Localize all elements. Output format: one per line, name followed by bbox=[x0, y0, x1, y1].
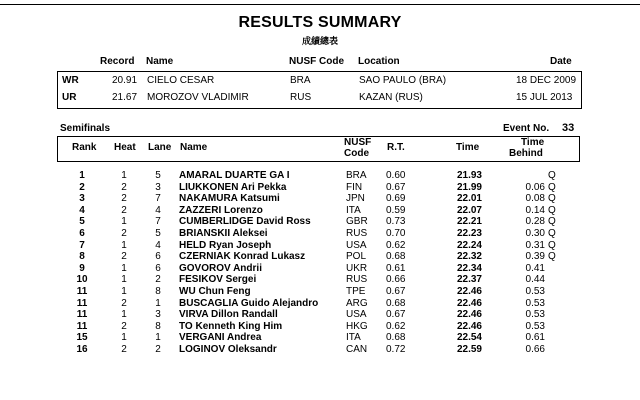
swimmer-name: BRIANSKII Aleksei bbox=[179, 227, 268, 239]
rank-cell: 11 bbox=[76, 285, 88, 297]
reaction-time: 0.68 bbox=[386, 332, 406, 344]
nusf-cell: ARG bbox=[346, 297, 368, 309]
swimmer-name: HELD Ryan Joseph bbox=[179, 239, 272, 251]
time-cell: 22.24 bbox=[456, 239, 482, 251]
nusf-cell: RUS bbox=[346, 274, 368, 286]
nusf-cell: ITA bbox=[346, 332, 361, 344]
rank-cell: 7 bbox=[79, 239, 85, 251]
reaction-time: 0.72 bbox=[386, 343, 406, 355]
swimmer-name: BUSCAGLIA Guido Alejandro bbox=[179, 297, 319, 309]
heat-cell: 1 bbox=[121, 285, 127, 297]
qualified-marker: Q bbox=[548, 239, 556, 251]
reaction-time: 0.59 bbox=[386, 204, 406, 216]
col-rt: R.T. bbox=[387, 142, 405, 153]
time-cell: 22.54 bbox=[456, 332, 482, 344]
top-rule bbox=[0, 4, 640, 5]
time-cell: 22.34 bbox=[456, 262, 482, 274]
heat-cell: 2 bbox=[121, 343, 127, 355]
table-row bbox=[0, 309, 640, 321]
reaction-time: 0.62 bbox=[386, 239, 406, 251]
nusf-cell: USA bbox=[346, 239, 367, 251]
rank-cell: 6 bbox=[79, 227, 85, 239]
record-location: KAZAN (RUS) bbox=[359, 92, 423, 103]
rank-cell: 8 bbox=[79, 251, 85, 263]
rank-cell: 5 bbox=[79, 216, 85, 228]
nusf-cell: USA bbox=[346, 309, 367, 321]
record-row bbox=[58, 92, 581, 106]
swimmer-name: ZAZZERI Lorenzo bbox=[179, 204, 263, 216]
record-name: CIELO CESAR bbox=[147, 75, 215, 86]
event-number: 33 bbox=[562, 122, 575, 134]
qualified-marker: Q bbox=[548, 204, 556, 216]
time-behind: 0.06 bbox=[525, 181, 545, 193]
lane-cell: 1 bbox=[155, 297, 161, 309]
swimmer-name: NAKAMURA Katsumi bbox=[179, 193, 280, 205]
reaction-time: 0.70 bbox=[386, 227, 406, 239]
table-row bbox=[0, 170, 640, 182]
swimmer-name: VIRVA Dillon Randall bbox=[179, 309, 278, 321]
records-header-nusf: NUSF Code bbox=[289, 56, 344, 67]
swimmer-name: LOGINOV Oleksandr bbox=[179, 343, 277, 355]
table-row bbox=[0, 205, 640, 217]
qualified-marker: Q bbox=[548, 227, 556, 239]
results-table bbox=[0, 170, 640, 356]
reaction-time: 0.60 bbox=[386, 170, 406, 181]
qualified-marker: Q bbox=[548, 216, 556, 228]
time-behind: 0.39 bbox=[525, 251, 545, 263]
qualified-marker: Q bbox=[548, 251, 556, 263]
reaction-time: 0.61 bbox=[386, 262, 406, 274]
heat-cell: 2 bbox=[121, 193, 127, 205]
time-behind: 0.14 bbox=[525, 204, 545, 216]
reaction-time: 0.67 bbox=[386, 309, 406, 321]
nusf-cell: CAN bbox=[346, 343, 368, 355]
rank-cell: 4 bbox=[79, 204, 85, 216]
time-behind: 0.41 bbox=[525, 262, 545, 274]
nusf-cell: RUS bbox=[346, 227, 368, 239]
col-lane: Lane bbox=[148, 142, 172, 153]
time-behind: 0.08 bbox=[525, 193, 545, 205]
time-cell: 22.46 bbox=[456, 285, 482, 297]
heat-cell: 1 bbox=[121, 239, 127, 251]
table-row bbox=[0, 182, 640, 194]
record-time: 21.67 bbox=[112, 92, 138, 103]
nusf-cell: JPN bbox=[346, 193, 365, 205]
rank-cell: 9 bbox=[79, 262, 85, 274]
page-title: RESULTS SUMMARY bbox=[238, 14, 402, 31]
time-cell: 22.32 bbox=[456, 251, 482, 263]
nusf-cell: HKG bbox=[346, 320, 368, 332]
swimmer-name: VERGANI Andrea bbox=[179, 332, 262, 344]
table-row bbox=[0, 344, 640, 356]
swimmer-name: LIUKKONEN Ari Pekka bbox=[179, 181, 287, 193]
time-behind: 0.53 bbox=[525, 309, 545, 321]
table-row bbox=[0, 263, 640, 275]
time-cell: 22.23 bbox=[456, 227, 482, 239]
time-cell: 21.93 bbox=[456, 170, 482, 181]
record-time: 20.91 bbox=[112, 75, 138, 86]
lane-cell: 3 bbox=[155, 309, 161, 321]
time-behind: 0.53 bbox=[525, 297, 545, 309]
table-row bbox=[0, 274, 640, 286]
heat-cell: 2 bbox=[121, 251, 127, 263]
rank-cell: 1 bbox=[79, 170, 85, 181]
heat-cell: 1 bbox=[121, 216, 127, 228]
heat-cell: 2 bbox=[121, 227, 127, 239]
results-header bbox=[57, 136, 580, 162]
reaction-time: 0.66 bbox=[386, 274, 406, 286]
records-header-record: Record bbox=[100, 56, 135, 67]
rank-cell: 3 bbox=[79, 193, 85, 205]
table-row bbox=[0, 193, 640, 205]
time-cell: 22.46 bbox=[456, 309, 482, 321]
table-row bbox=[0, 321, 640, 333]
records-header-name: Name bbox=[146, 56, 174, 67]
col-heat: Heat bbox=[114, 142, 136, 153]
records-header-date: Date bbox=[550, 56, 572, 67]
swimmer-name: GOVOROV Andrii bbox=[179, 262, 262, 274]
col-behind-line1: Time bbox=[521, 137, 545, 148]
record-location: SAO PAULO (BRA) bbox=[359, 75, 447, 86]
nusf-cell: FIN bbox=[346, 181, 363, 193]
reaction-time: 0.67 bbox=[386, 285, 406, 297]
table-row bbox=[0, 240, 640, 252]
lane-cell: 6 bbox=[155, 262, 161, 274]
record-type: UR bbox=[62, 92, 77, 103]
time-cell: 22.07 bbox=[456, 204, 482, 216]
time-behind: 0.44 bbox=[525, 274, 545, 286]
table-row bbox=[0, 251, 640, 263]
record-date: 15 JUL 2013 bbox=[516, 92, 573, 103]
reaction-time: 0.73 bbox=[386, 216, 406, 228]
time-cell: 22.01 bbox=[456, 193, 482, 205]
reaction-time: 0.67 bbox=[386, 181, 406, 193]
heat-cell: 1 bbox=[121, 332, 127, 344]
time-cell: 22.21 bbox=[456, 216, 482, 228]
nusf-cell: TPE bbox=[346, 285, 366, 297]
lane-cell: 2 bbox=[155, 274, 161, 286]
record-nusf: RUS bbox=[290, 92, 312, 103]
reaction-time: 0.68 bbox=[386, 297, 406, 309]
rank-cell: 16 bbox=[76, 343, 88, 355]
table-row bbox=[0, 332, 640, 344]
lane-cell: 7 bbox=[155, 193, 161, 205]
time-behind: 0.53 bbox=[525, 320, 545, 332]
reaction-time: 0.68 bbox=[386, 251, 406, 263]
table-row bbox=[0, 286, 640, 298]
nusf-cell: POL bbox=[346, 251, 367, 263]
swimmer-name: FESIKOV Sergei bbox=[179, 274, 257, 286]
col-name: Name bbox=[180, 142, 208, 153]
lane-cell: 4 bbox=[155, 204, 161, 216]
time-behind: 0.31 bbox=[525, 239, 545, 251]
swimmer-name: TO Kenneth King Him bbox=[179, 320, 283, 332]
reaction-time: 0.69 bbox=[386, 193, 406, 205]
time-behind: 0.61 bbox=[525, 332, 545, 344]
event-label: Event No. bbox=[503, 123, 550, 134]
lane-cell: 2 bbox=[155, 343, 161, 355]
lane-cell: 4 bbox=[155, 239, 161, 251]
rank-cell: 2 bbox=[79, 181, 85, 193]
col-nusf-line1: NUSF bbox=[344, 137, 372, 148]
heat-cell: 2 bbox=[121, 320, 127, 332]
table-row bbox=[0, 216, 640, 228]
record-date: 18 DEC 2009 bbox=[516, 75, 577, 86]
time-cell: 22.46 bbox=[456, 297, 482, 309]
heat-cell: 2 bbox=[121, 181, 127, 193]
records-table bbox=[57, 71, 582, 109]
round-bar bbox=[0, 123, 640, 136]
swimmer-name: WU Chun Feng bbox=[179, 285, 251, 297]
time-cell: 22.37 bbox=[456, 274, 482, 286]
col-time: Time bbox=[456, 142, 480, 153]
record-name: MOROZOV VLADIMIR bbox=[147, 92, 249, 103]
time-behind: 0.53 bbox=[525, 285, 545, 297]
reaction-time: 0.62 bbox=[386, 320, 406, 332]
col-rank: Rank bbox=[72, 142, 97, 153]
nusf-cell: BRA bbox=[346, 170, 367, 181]
round-label: Semifinals bbox=[60, 123, 111, 134]
table-row bbox=[0, 228, 640, 240]
heat-cell: 2 bbox=[121, 297, 127, 309]
rank-cell: 11 bbox=[76, 297, 88, 309]
rank-cell: 10 bbox=[76, 274, 88, 286]
qualified-marker: Q bbox=[548, 193, 556, 205]
lane-cell: 3 bbox=[155, 181, 161, 193]
swimmer-name: CZERNIAK Konrad Lukasz bbox=[179, 251, 306, 263]
nusf-cell: UKR bbox=[346, 262, 368, 274]
swimmer-name: AMARAL DUARTE GA I bbox=[179, 170, 290, 181]
col-nusf-line2: Code bbox=[344, 148, 369, 159]
heat-cell: 1 bbox=[121, 170, 127, 181]
heat-cell: 1 bbox=[121, 309, 127, 321]
page-subtitle: 成績總表 bbox=[301, 36, 338, 46]
lane-cell: 5 bbox=[155, 170, 161, 181]
lane-cell: 7 bbox=[155, 216, 161, 228]
qualified-marker: Q bbox=[548, 170, 556, 181]
records-header bbox=[0, 56, 640, 70]
rank-cell: 15 bbox=[76, 332, 88, 344]
time-behind: 0.28 bbox=[525, 216, 545, 228]
heat-cell: 2 bbox=[121, 204, 127, 216]
table-row bbox=[0, 298, 640, 310]
rank-cell: 11 bbox=[76, 320, 88, 332]
record-type: WR bbox=[62, 75, 79, 86]
heat-cell: 1 bbox=[121, 274, 127, 286]
time-behind: 0.66 bbox=[525, 343, 545, 355]
time-cell: 22.59 bbox=[456, 343, 482, 355]
time-behind: 0.30 bbox=[525, 227, 545, 239]
time-cell: 22.46 bbox=[456, 320, 482, 332]
nusf-cell: GBR bbox=[346, 216, 368, 228]
heat-cell: 1 bbox=[121, 262, 127, 274]
records-header-location: Location bbox=[358, 56, 400, 67]
rank-cell: 11 bbox=[76, 309, 88, 321]
col-behind-line2: Behind bbox=[509, 148, 543, 159]
lane-cell: 8 bbox=[155, 285, 161, 297]
nusf-cell: ITA bbox=[346, 204, 361, 216]
lane-cell: 8 bbox=[155, 320, 161, 332]
record-row bbox=[58, 75, 581, 89]
record-nusf: BRA bbox=[290, 75, 311, 86]
lane-cell: 5 bbox=[155, 227, 161, 239]
qualified-marker: Q bbox=[548, 181, 556, 193]
time-cell: 21.99 bbox=[456, 181, 482, 193]
swimmer-name: CUMBERLIDGE David Ross bbox=[179, 216, 311, 228]
lane-cell: 1 bbox=[155, 332, 161, 344]
lane-cell: 6 bbox=[155, 251, 161, 263]
